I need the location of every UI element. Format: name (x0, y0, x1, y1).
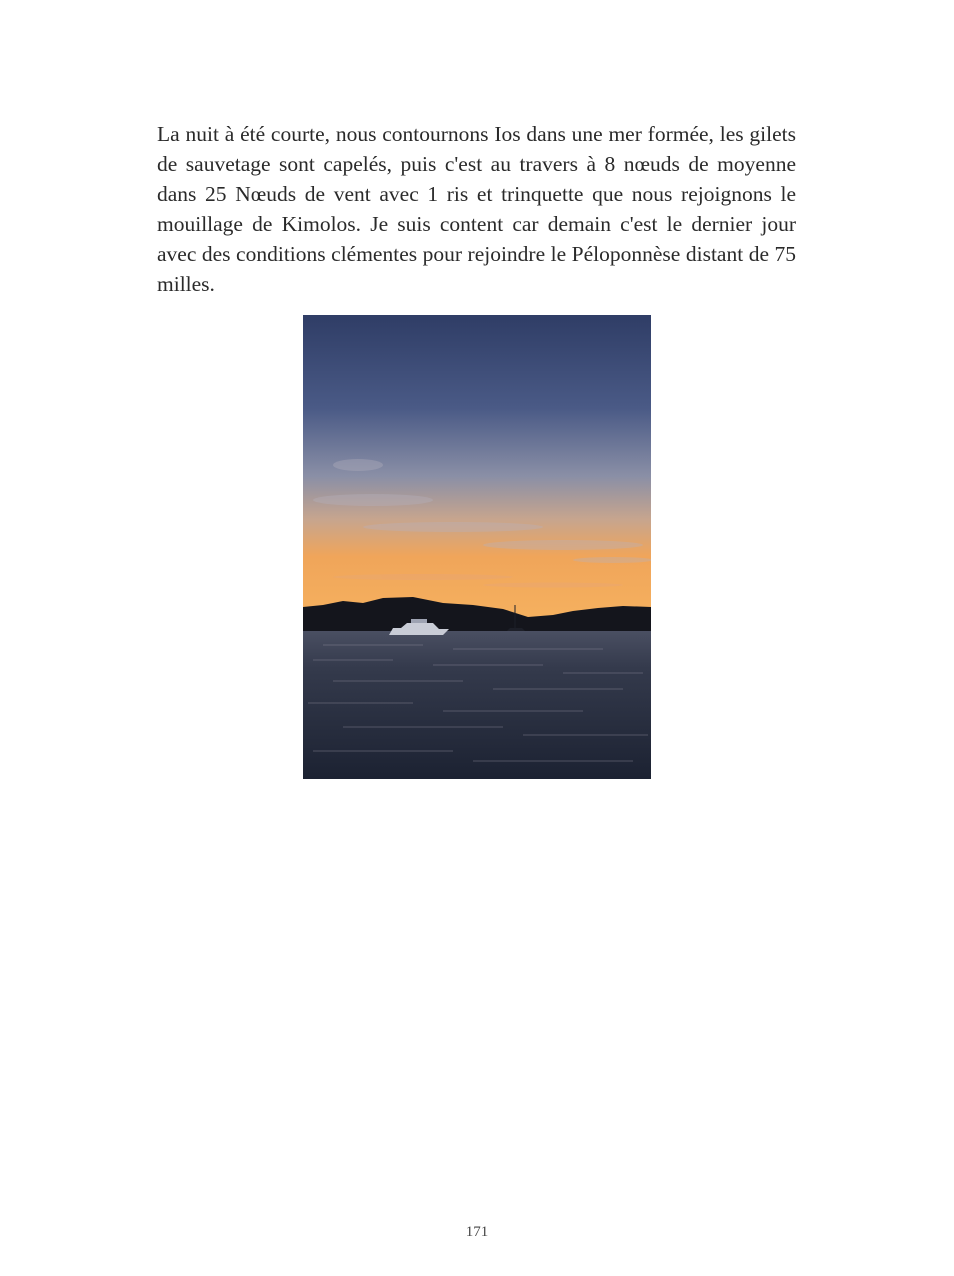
page-number: 171 (465, 1224, 489, 1240)
body-paragraph: La nuit à été courte, nous contournons Ios dans une mer formée, les gilets de sauvetage sont capelés, puis c'est au travers à 8 nœuds de moyenne dans 25 Nœuds de vent avec 1 ris et trinquette que nous rejoignons le mouillage de Kimolos. Je suis content car demain c'est le dernier jour avec des conditions clémentes pour rejoindre le Péloponnèse distant de 75 milles. (157, 122, 796, 296)
sunset-photo (303, 315, 651, 779)
sunset-photo-graphic (303, 315, 651, 779)
sea (303, 631, 651, 779)
